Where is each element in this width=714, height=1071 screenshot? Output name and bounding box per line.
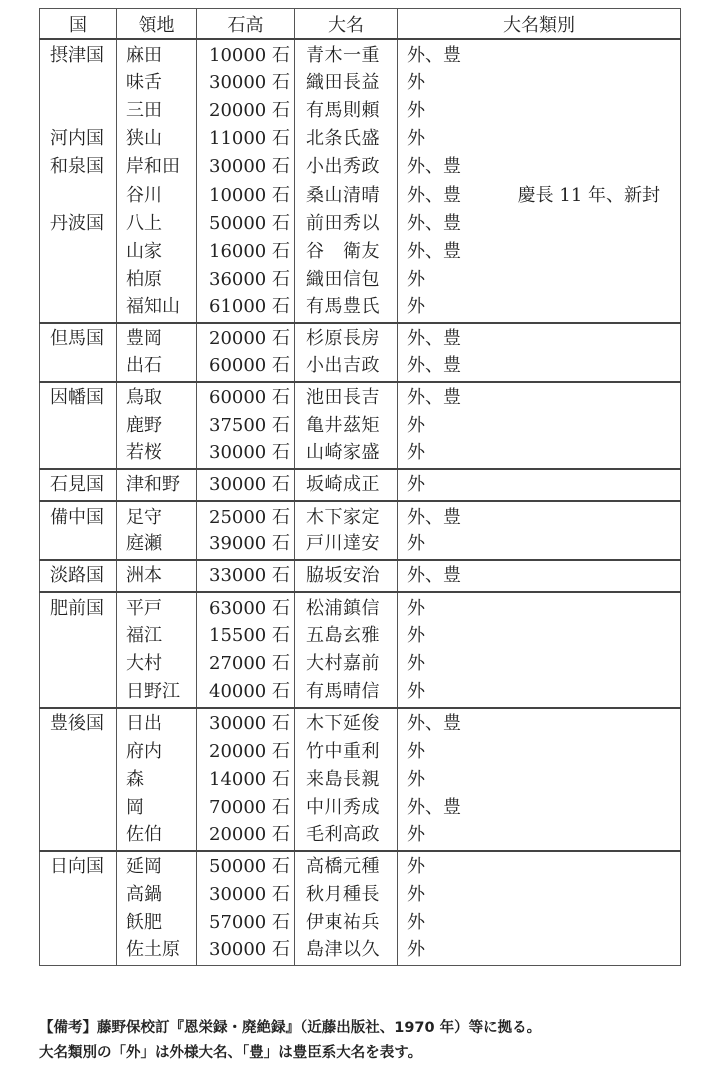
cell-kokudaka: 11000 石 [197,123,295,151]
cell-domain: 津和野 [117,469,197,501]
cell-classification: 外、豊 [407,796,461,818]
cell-province: 因幡国 [40,382,117,410]
cell-province: 備中国 [40,501,117,529]
cell-classification-group [398,151,681,179]
cell-daimyo: 坂崎成正 [295,469,398,501]
cell-kokudaka: 25000 石 [197,501,295,529]
table-row [40,123,681,151]
remarks-source: 【備考】藤野保校訂『恩栄録・廃絶録』（近藤出版社、1970 年）等に拠る。 [39,1020,542,1036]
cell-domain: 庭瀬 [117,529,197,560]
cell-classification-group [398,410,681,438]
cell-daimyo: 有馬則頼 [295,95,398,123]
cell-daimyo: 木下家定 [295,501,398,529]
cell-daimyo: 織田信包 [295,264,398,292]
cell-classification-group [398,236,681,264]
daimyo-table [39,8,681,966]
cell-classification: 外、豊 [407,156,461,178]
cell-province [40,351,117,382]
cell-domain: 洲本 [117,560,197,592]
table-row [40,879,681,907]
table-row [40,620,681,648]
cell-classification-group [398,264,681,292]
table-row [40,851,681,879]
cell-province: 和泉国 [40,151,117,179]
table-row [40,907,681,935]
cell-daimyo: 池田長吉 [295,382,398,410]
cell-classification-group [398,851,681,879]
cell-kokudaka: 16000 石 [197,236,295,264]
cell-kokudaka: 36000 石 [197,264,295,292]
cell-classification-group [398,648,681,676]
cell-classification-group [398,351,681,382]
table-row [40,151,681,179]
cell-classification: 外、豊 [407,387,461,409]
cell-province [40,935,117,966]
cell-province: 丹波国 [40,208,117,236]
remarks-legend: 大名類別の「外」は外様大名、「豊」は豊臣系大名を表す。 [39,1045,423,1061]
cell-domain: 日出 [117,708,197,736]
table-row [40,410,681,438]
cell-daimyo: 竹中重利 [295,736,398,764]
cell-domain: 岸和田 [117,151,197,179]
cell-classification: 外、豊 [407,506,461,528]
cell-domain: 大村 [117,648,197,676]
cell-classification-group [398,292,681,323]
cell-kokudaka: 60000 石 [197,351,295,382]
cell-classification-group [398,820,681,851]
table-row [40,39,681,67]
table-row [40,792,681,820]
cell-domain: 若桜 [117,438,197,469]
cell-classification: 外 [407,823,425,845]
cell-daimyo: 杉原長房 [295,323,398,351]
cell-province [40,907,117,935]
cell-classification: 外、豊 [407,354,461,376]
cell-domain: 岡 [117,792,197,820]
table-row [40,438,681,469]
cell-classification-group [398,501,681,529]
cell-province [40,236,117,264]
cell-classification-group [398,764,681,792]
cell-province [40,179,117,207]
cell-domain: 福知山 [117,292,197,323]
cell-kokudaka: 30000 石 [197,935,295,966]
cell-kokudaka: 15500 石 [197,620,295,648]
cell-classification-group [398,469,681,501]
cell-daimyo: 桑山清晴 [295,179,398,207]
cell-province [40,410,117,438]
cell-kokudaka: 63000 石 [197,592,295,620]
cell-daimyo: 小出秀政 [295,151,398,179]
table-row [40,208,681,236]
cell-classification-group [398,736,681,764]
cell-classification: 外、豊 [407,328,461,350]
cell-classification-group [398,323,681,351]
cell-classification: 外 [407,653,425,675]
cell-domain: 谷川 [117,179,197,207]
table-body [40,39,681,966]
cell-classification: 外 [407,268,425,290]
cell-classification-group [398,879,681,907]
cell-kokudaka: 50000 石 [197,851,295,879]
cell-daimyo: 亀井茲矩 [295,410,398,438]
cell-domain: 日野江 [117,677,197,708]
cell-domain: 高鍋 [117,879,197,907]
cell-kokudaka: 10000 石 [197,39,295,67]
cell-kokudaka: 60000 石 [197,382,295,410]
table-row [40,382,681,410]
remarks [39,1016,699,1066]
cell-classification: 外 [407,442,425,464]
cell-daimyo: 北条氏盛 [295,123,398,151]
cell-classification: 外 [407,912,425,934]
cell-classification: 外 [407,100,425,122]
cell-classification-group [398,95,681,123]
cell-domain: 佐伯 [117,820,197,851]
cell-kokudaka: 61000 石 [197,292,295,323]
cell-classification: 外 [407,680,425,702]
cell-province: 石見国 [40,469,117,501]
cell-domain: 福江 [117,620,197,648]
cell-domain: 麻田 [117,39,197,67]
table-row [40,592,681,620]
cell-daimyo: 島津以久 [295,935,398,966]
cell-domain: 出石 [117,351,197,382]
cell-classification: 外 [407,72,425,94]
cell-classification: 外、豊 [407,565,461,587]
cell-province: 淡路国 [40,560,117,592]
cell-daimyo: 小出吉政 [295,351,398,382]
header-kokudaka: 石高 [197,9,295,40]
cell-kokudaka: 70000 石 [197,792,295,820]
cell-domain: 飫肥 [117,907,197,935]
cell-daimyo: 有馬豊氏 [295,292,398,323]
cell-classification-group [398,907,681,935]
cell-classification: 外、豊 [407,240,461,262]
table-row [40,736,681,764]
cell-classification: 外 [407,625,425,647]
cell-classification-group [398,935,681,966]
cell-kokudaka: 20000 石 [197,820,295,851]
cell-province [40,264,117,292]
cell-classification: 外 [407,939,425,961]
cell-province [40,792,117,820]
cell-classification: 外 [407,884,425,906]
cell-classification: 外、豊 [407,212,461,234]
cell-kokudaka: 39000 石 [197,529,295,560]
header-province: 国 [40,9,117,40]
table-row [40,236,681,264]
cell-classification-group [398,382,681,410]
cell-province [40,677,117,708]
cell-classification: 外 [407,128,425,150]
cell-kokudaka: 40000 石 [197,677,295,708]
cell-province: 肥前国 [40,592,117,620]
cell-daimyo: 有馬晴信 [295,677,398,708]
cell-province: 河内国 [40,123,117,151]
cell-kokudaka: 33000 石 [197,560,295,592]
header-domain: 領地 [117,9,197,40]
cell-province [40,67,117,95]
cell-daimyo: 谷 衛友 [295,236,398,264]
cell-classification-group [398,123,681,151]
table-row [40,677,681,708]
cell-daimyo: 松浦鎮信 [295,592,398,620]
cell-classification: 外 [407,533,425,555]
cell-daimyo: 五島玄雅 [295,620,398,648]
cell-province [40,820,117,851]
cell-classification: 外、豊 [407,44,461,66]
cell-kokudaka: 50000 石 [197,208,295,236]
cell-classification: 外 [407,415,425,437]
cell-classification-group [398,39,681,67]
cell-classification-group [398,792,681,820]
cell-daimyo: 秋月種長 [295,879,398,907]
cell-province [40,620,117,648]
cell-daimyo: 毛利高政 [295,820,398,851]
cell-classification-group [398,708,681,736]
cell-province [40,529,117,560]
cell-province [40,879,117,907]
cell-kokudaka: 20000 石 [197,736,295,764]
cell-kokudaka: 27000 石 [197,648,295,676]
cell-province: 豊後国 [40,708,117,736]
cell-classification-group [398,208,681,236]
cell-daimyo: 木下延俊 [295,708,398,736]
cell-domain: 足守 [117,501,197,529]
table-row [40,67,681,95]
cell-daimyo: 戸川達安 [295,529,398,560]
table-row [40,764,681,792]
cell-classification-group [398,529,681,560]
cell-classification: 外、豊 [407,184,461,206]
cell-note: 慶長 11 年、新封 [517,184,660,206]
cell-province [40,648,117,676]
cell-classification: 外、豊 [407,713,461,735]
table-row [40,529,681,560]
cell-classification: 外 [407,856,425,878]
cell-domain: 豊岡 [117,323,197,351]
cell-kokudaka: 30000 石 [197,469,295,501]
cell-classification-group [398,560,681,592]
table-row [40,292,681,323]
cell-kokudaka: 30000 石 [197,708,295,736]
header-classification: 大名類別 [398,9,681,40]
cell-province [40,95,117,123]
cell-daimyo: 大村嘉前 [295,648,398,676]
cell-classification-group [398,67,681,95]
cell-kokudaka: 20000 石 [197,323,295,351]
cell-daimyo: 青木一重 [295,39,398,67]
cell-domain: 三田 [117,95,197,123]
cell-classification-group [398,438,681,469]
table-row [40,648,681,676]
cell-kokudaka: 20000 石 [197,95,295,123]
cell-classification-group [398,620,681,648]
cell-domain: 狭山 [117,123,197,151]
cell-province: 日向国 [40,851,117,879]
cell-kokudaka: 30000 石 [197,151,295,179]
cell-daimyo: 中川秀成 [295,792,398,820]
cell-kokudaka: 14000 石 [197,764,295,792]
cell-daimyo: 山崎家盛 [295,438,398,469]
cell-domain: 柏原 [117,264,197,292]
cell-kokudaka: 57000 石 [197,907,295,935]
cell-domain: 鹿野 [117,410,197,438]
table-row [40,560,681,592]
cell-classification: 外 [407,768,425,790]
cell-province [40,764,117,792]
cell-domain: 八上 [117,208,197,236]
cell-domain: 府内 [117,736,197,764]
cell-kokudaka: 37500 石 [197,410,295,438]
cell-domain: 味舌 [117,67,197,95]
cell-daimyo: 高橋元種 [295,851,398,879]
cell-kokudaka: 30000 石 [197,879,295,907]
cell-classification: 外 [407,295,425,317]
cell-province: 但馬国 [40,323,117,351]
table-row [40,469,681,501]
cell-kokudaka: 10000 石 [197,179,295,207]
table-row [40,351,681,382]
cell-domain: 平戸 [117,592,197,620]
cell-classification: 外 [407,597,425,619]
cell-domain: 延岡 [117,851,197,879]
cell-daimyo: 脇坂安治 [295,560,398,592]
table-row [40,501,681,529]
cell-province: 摂津国 [40,39,117,67]
cell-domain: 山家 [117,236,197,264]
table-row [40,935,681,966]
table-row [40,820,681,851]
cell-classification: 外 [407,740,425,762]
cell-province [40,736,117,764]
cell-domain: 鳥取 [117,382,197,410]
table-row [40,323,681,351]
cell-daimyo: 伊東祐兵 [295,907,398,935]
cell-classification-group [398,677,681,708]
header-daimyo: 大名 [295,9,398,40]
table-row [40,708,681,736]
cell-daimyo: 前田秀以 [295,208,398,236]
cell-domain: 佐土原 [117,935,197,966]
cell-daimyo: 織田長益 [295,67,398,95]
cell-daimyo: 来島長親 [295,764,398,792]
cell-kokudaka: 30000 石 [197,438,295,469]
cell-province [40,292,117,323]
table-row [40,264,681,292]
table-row [40,179,681,207]
cell-classification-group [398,592,681,620]
cell-kokudaka: 30000 石 [197,67,295,95]
cell-domain: 森 [117,764,197,792]
cell-province [40,438,117,469]
cell-classification: 外 [407,474,425,496]
table-row [40,95,681,123]
cell-classification-group [398,179,681,207]
table-header [40,9,681,40]
